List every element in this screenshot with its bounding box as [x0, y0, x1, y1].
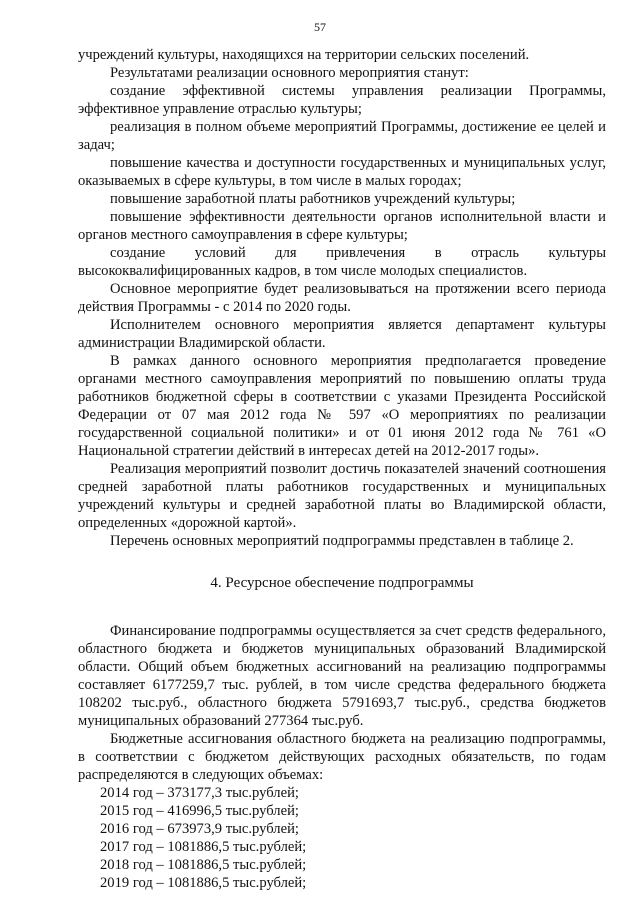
- paragraph: Исполнителем основного мероприятия является департамент культуры администрации Владимирской области.: [78, 317, 606, 351]
- paragraphs-bottom: [78, 622, 606, 784]
- paragraph: Финансирование подпрограммы осуществляется за счет средств федерального, областного бюджета и бюджетов муниципальных образований Владимирской области. Общий объем бюджетных ассигнований на реализацию подпрограммы составляет 6177259,7 тыс. рублей, в том числе средства федерального бюджета 108202 тыс.руб., областного бюджета 5791693,7 тыс.руб., средства бюджетов муниципальных образований 277364 тыс.руб.: [78, 623, 606, 729]
- paragraph: Результатами реализации основного мероприятия станут:: [110, 65, 469, 81]
- paragraph: создание условий для привлечения в отрасль культуры высококвалифицированных кадров, в том числе молодых специалистов.: [78, 245, 606, 279]
- paragraph: Реализация мероприятий позволит достичь показателей значений соотношения средней заработной платы работников государственных и муниципальных учреждений культуры и средней заработной платы во Владимирской области, определенных «дорожной картой».: [78, 461, 606, 531]
- paragraph: Бюджетные ассигнования областного бюджета на реализацию подпрограммы, в соответствии с бюджетом действующих расходных обязательств, по годам распределяются в следующих объемах:: [78, 731, 606, 783]
- year-line: 2015 год – 416996,5 тыс.рублей;: [100, 803, 299, 819]
- paragraph: повышение заработной платы работников учреждений культуры;: [110, 191, 516, 207]
- year-line: 2014 год – 373177,3 тыс.рублей;: [100, 785, 299, 801]
- year-line: 2018 год – 1081886,5 тыс.рублей;: [100, 857, 307, 873]
- paragraph: учреждений культуры, находящихся на территории сельских поселений.: [78, 47, 530, 63]
- paragraphs-top: [78, 46, 606, 550]
- paragraph: В рамках данного основного мероприятия предполагается проведение органами местного самоуправления мероприятий по повышению оплаты труда работников бюджетной сферы в соответствии с указами Президента Российской Федерации от 07 мая 2012 года № 597 «О мероприятиях по реализации государственной социальной политики» и от 01 июня 2012 года № 761 «О Национальной стратегии действий в интересах детей на 2012-2017 годы».: [78, 353, 606, 459]
- document-body: [78, 46, 606, 892]
- paragraph: реализация в полном объеме мероприятий Программы, достижение ее целей и задач;: [78, 119, 606, 153]
- paragraph: Перечень основных мероприятий подпрограммы представлен в таблице 2.: [110, 533, 574, 549]
- paragraph: Основное мероприятие будет реализовываться на протяжении всего периода действия Программы - с 2014 по 2020 годы.: [78, 281, 606, 315]
- year-list: [78, 784, 606, 892]
- year-line: 2019 год – 1081886,5 тыс.рублей;: [100, 875, 307, 891]
- section-title: 4. Ресурсное обеспечение подпрограммы: [210, 575, 474, 591]
- paragraph: повышение качества и доступности государственных и муниципальных услуг, оказываемых в сфере культуры, в том числе в малых городах;: [78, 155, 606, 189]
- year-line: 2017 год – 1081886,5 тыс.рублей;: [100, 839, 307, 855]
- paragraph: создание эффективной системы управления реализации Программы, эффективное управление отраслью культуры;: [78, 83, 606, 117]
- paragraph: повышение эффективности деятельности органов исполнительной власти и органов местного самоуправления в сфере культуры;: [78, 209, 606, 243]
- page-number: 57: [314, 20, 326, 34]
- year-line: 2016 год – 673973,9 тыс.рублей;: [100, 821, 299, 837]
